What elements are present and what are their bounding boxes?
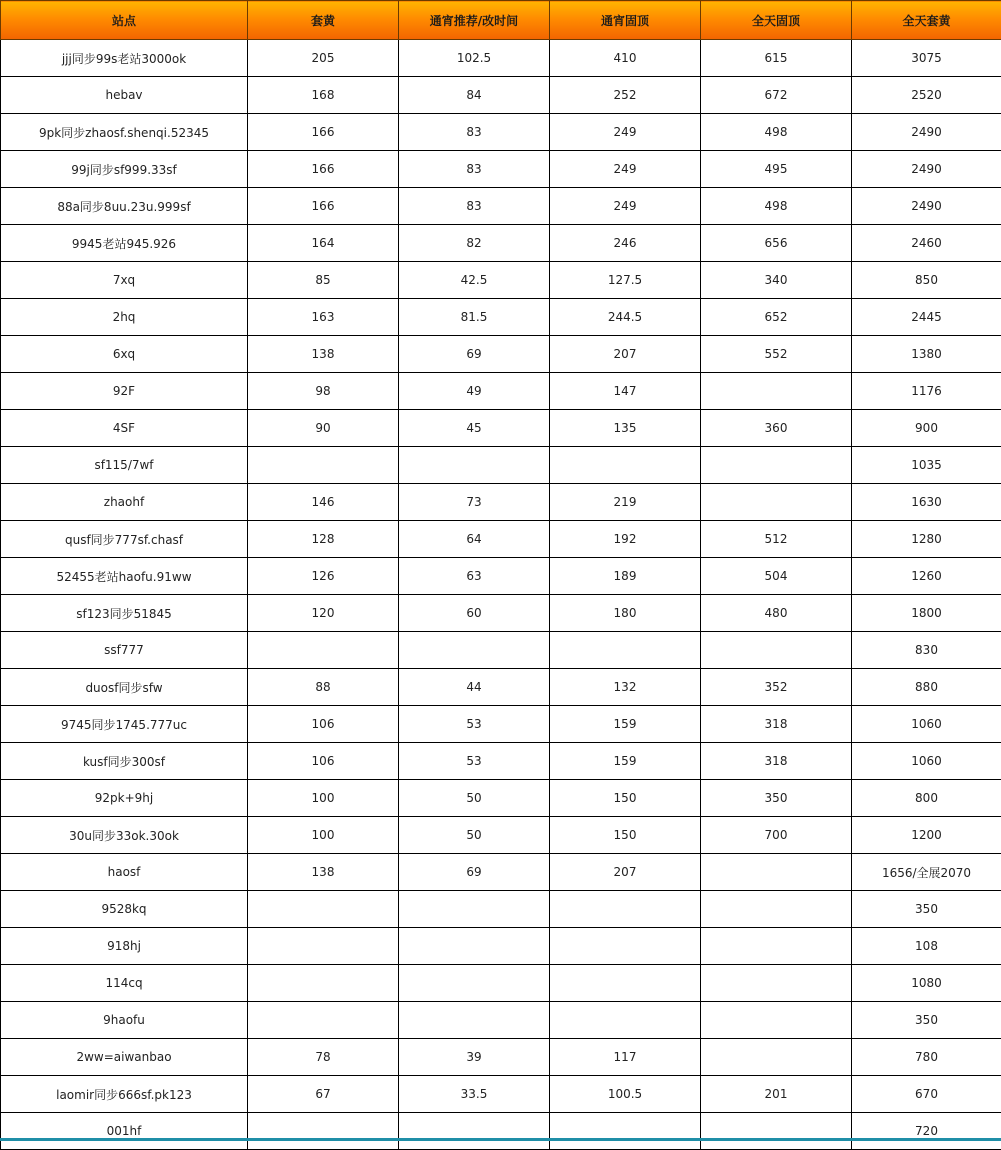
- cell-fullday-pin: [701, 632, 852, 669]
- cell-overnight-recommend: [399, 928, 550, 965]
- cell-fullday-pin: [701, 484, 852, 521]
- cell-overnight-pin: [550, 891, 701, 928]
- cell-set-yellow: 166: [248, 114, 399, 151]
- cell-overnight-recommend: 39: [399, 1039, 550, 1076]
- cell-overnight-pin: 132: [550, 669, 701, 706]
- cell-set-yellow: [248, 928, 399, 965]
- cell-overnight-pin: 150: [550, 817, 701, 854]
- cell-set-yellow: 90: [248, 410, 399, 447]
- cell-overnight-pin: 207: [550, 854, 701, 891]
- cell-site: 7xq: [1, 262, 248, 299]
- cell-site: ssf777: [1, 632, 248, 669]
- cell-set-yellow: 88: [248, 669, 399, 706]
- cell-overnight-pin: 100.5: [550, 1076, 701, 1113]
- cell-site: 92F: [1, 373, 248, 410]
- cell-overnight-pin: 147: [550, 373, 701, 410]
- cell-fullday-pin: 350: [701, 780, 852, 817]
- cell-overnight-recommend: 69: [399, 854, 550, 891]
- cell-site: 30u同步33ok.30ok: [1, 817, 248, 854]
- table-row: [1, 965, 1001, 1002]
- table-row: [1, 1113, 1001, 1150]
- table-body: [1, 40, 1001, 1150]
- cell-fullday-pin: 201: [701, 1076, 852, 1113]
- cell-set-yellow: [248, 1002, 399, 1039]
- cell-set-yellow: [248, 632, 399, 669]
- cell-set-yellow: 67: [248, 1076, 399, 1113]
- cell-overnight-pin: 219: [550, 484, 701, 521]
- cell-fullday-set-yellow: 2520: [852, 77, 1001, 114]
- cell-fullday-set-yellow: 1656/全展2070: [852, 854, 1001, 891]
- cell-fullday-set-yellow: 1200: [852, 817, 1001, 854]
- cell-set-yellow: 205: [248, 40, 399, 77]
- cell-fullday-pin: 552: [701, 336, 852, 373]
- header-set-yellow: 套黄: [248, 1, 399, 40]
- cell-site: haosf: [1, 854, 248, 891]
- cell-fullday-set-yellow: 1060: [852, 743, 1001, 780]
- table-row: [1, 780, 1001, 817]
- cell-set-yellow: [248, 965, 399, 1002]
- cell-overnight-recommend: 50: [399, 817, 550, 854]
- cell-set-yellow: 164: [248, 225, 399, 262]
- cell-fullday-set-yellow: 1280: [852, 521, 1001, 558]
- cell-overnight-recommend: 50: [399, 780, 550, 817]
- cell-overnight-recommend: 82: [399, 225, 550, 262]
- cell-fullday-pin: 504: [701, 558, 852, 595]
- cell-fullday-pin: 352: [701, 669, 852, 706]
- cell-set-yellow: [248, 1113, 399, 1150]
- cell-site: 88a同步8uu.23u.999sf: [1, 188, 248, 225]
- cell-fullday-set-yellow: 1176: [852, 373, 1001, 410]
- cell-site: kusf同步300sf: [1, 743, 248, 780]
- cell-site: 9528kq: [1, 891, 248, 928]
- cell-site: qusf同步777sf.chasf: [1, 521, 248, 558]
- cell-site: 001hf: [1, 1113, 248, 1150]
- header-overnight-pin: 通宵固顶: [550, 1, 701, 40]
- cell-fullday-pin: 360: [701, 410, 852, 447]
- cell-overnight-pin: [550, 965, 701, 1002]
- cell-site: zhaohf: [1, 484, 248, 521]
- cell-fullday-set-yellow: 850: [852, 262, 1001, 299]
- cell-overnight-pin: 159: [550, 706, 701, 743]
- table-row: [1, 817, 1001, 854]
- cell-overnight-pin: [550, 632, 701, 669]
- cell-fullday-pin: 656: [701, 225, 852, 262]
- cell-overnight-pin: [550, 1113, 701, 1150]
- cell-overnight-pin: 150: [550, 780, 701, 817]
- cell-fullday-set-yellow: 1630: [852, 484, 1001, 521]
- cell-set-yellow: 166: [248, 188, 399, 225]
- cell-site: jjj同步99s老站3000ok: [1, 40, 248, 77]
- cell-site: 9pk同步zhaosf.shenqi.52345: [1, 114, 248, 151]
- cell-overnight-recommend: [399, 965, 550, 1002]
- cell-fullday-pin: 615: [701, 40, 852, 77]
- header-site: 站点: [1, 1, 248, 40]
- cell-fullday-set-yellow: 1260: [852, 558, 1001, 595]
- cell-fullday-set-yellow: 2490: [852, 188, 1001, 225]
- cell-site: 9745同步1745.777uc: [1, 706, 248, 743]
- cell-fullday-pin: [701, 928, 852, 965]
- table-row: [1, 484, 1001, 521]
- table-row: [1, 114, 1001, 151]
- cell-overnight-recommend: [399, 891, 550, 928]
- cell-set-yellow: 98: [248, 373, 399, 410]
- cell-fullday-pin: [701, 373, 852, 410]
- cell-set-yellow: 85: [248, 262, 399, 299]
- cell-fullday-set-yellow: 3075: [852, 40, 1001, 77]
- cell-overnight-pin: [550, 1002, 701, 1039]
- cell-set-yellow: 168: [248, 77, 399, 114]
- table-row: [1, 595, 1001, 632]
- table-row: [1, 447, 1001, 484]
- cell-fullday-pin: 318: [701, 743, 852, 780]
- cell-overnight-pin: [550, 928, 701, 965]
- cell-overnight-recommend: 33.5: [399, 1076, 550, 1113]
- cell-overnight-pin: 192: [550, 521, 701, 558]
- cell-site: sf123同步51845: [1, 595, 248, 632]
- cell-overnight-pin: 159: [550, 743, 701, 780]
- cell-fullday-pin: [701, 1113, 852, 1150]
- table-row: [1, 891, 1001, 928]
- cell-fullday-pin: 318: [701, 706, 852, 743]
- cell-overnight-recommend: 49: [399, 373, 550, 410]
- cell-fullday-set-yellow: 720: [852, 1113, 1001, 1150]
- cell-overnight-pin: 117: [550, 1039, 701, 1076]
- cell-overnight-recommend: 102.5: [399, 40, 550, 77]
- cell-fullday-set-yellow: 880: [852, 669, 1001, 706]
- cell-set-yellow: 166: [248, 151, 399, 188]
- cell-overnight-recommend: 63: [399, 558, 550, 595]
- cell-fullday-set-yellow: 830: [852, 632, 1001, 669]
- cell-set-yellow: 146: [248, 484, 399, 521]
- table-row: [1, 928, 1001, 965]
- cell-set-yellow: 120: [248, 595, 399, 632]
- cell-set-yellow: 78: [248, 1039, 399, 1076]
- cell-overnight-recommend: [399, 447, 550, 484]
- cell-set-yellow: 163: [248, 299, 399, 336]
- table-row: [1, 1039, 1001, 1076]
- cell-set-yellow: 106: [248, 706, 399, 743]
- cell-site: hebav: [1, 77, 248, 114]
- cell-fullday-pin: 340: [701, 262, 852, 299]
- cell-overnight-pin: 244.5: [550, 299, 701, 336]
- cell-fullday-set-yellow: 350: [852, 891, 1001, 928]
- cell-fullday-set-yellow: 1800: [852, 595, 1001, 632]
- cell-overnight-pin: 249: [550, 188, 701, 225]
- cell-overnight-recommend: 81.5: [399, 299, 550, 336]
- cell-overnight-pin: 135: [550, 410, 701, 447]
- table-row: [1, 299, 1001, 336]
- cell-fullday-set-yellow: 1035: [852, 447, 1001, 484]
- table-row: [1, 558, 1001, 595]
- cell-set-yellow: 138: [248, 336, 399, 373]
- cell-fullday-set-yellow: 670: [852, 1076, 1001, 1113]
- cell-set-yellow: 100: [248, 780, 399, 817]
- cell-fullday-set-yellow: 800: [852, 780, 1001, 817]
- cell-site: 6xq: [1, 336, 248, 373]
- cell-fullday-pin: [701, 891, 852, 928]
- cell-overnight-recommend: 64: [399, 521, 550, 558]
- cell-site: 92pk+9hj: [1, 780, 248, 817]
- cell-set-yellow: 106: [248, 743, 399, 780]
- cell-overnight-recommend: 45: [399, 410, 550, 447]
- table-row: [1, 1076, 1001, 1113]
- cell-overnight-recommend: [399, 1002, 550, 1039]
- header-fullday-set-yellow: 全天套黄: [852, 1, 1001, 40]
- cell-overnight-recommend: 60: [399, 595, 550, 632]
- table-row: [1, 188, 1001, 225]
- cell-overnight-pin: 249: [550, 151, 701, 188]
- table-row: [1, 410, 1001, 447]
- table-row: [1, 40, 1001, 77]
- cell-overnight-pin: 249: [550, 114, 701, 151]
- cell-fullday-set-yellow: 780: [852, 1039, 1001, 1076]
- cell-site: 9945老站945.926: [1, 225, 248, 262]
- cell-overnight-pin: 246: [550, 225, 701, 262]
- cell-overnight-recommend: 83: [399, 114, 550, 151]
- cell-fullday-set-yellow: 350: [852, 1002, 1001, 1039]
- cell-set-yellow: 138: [248, 854, 399, 891]
- cell-fullday-set-yellow: 108: [852, 928, 1001, 965]
- table-row: [1, 743, 1001, 780]
- cell-fullday-pin: 652: [701, 299, 852, 336]
- cell-overnight-pin: 127.5: [550, 262, 701, 299]
- table-header: [1, 1, 1001, 40]
- cell-overnight-pin: 410: [550, 40, 701, 77]
- table-row: [1, 632, 1001, 669]
- cell-site: laomir同步666sf.pk123: [1, 1076, 248, 1113]
- cell-site: 2ww=aiwanbao: [1, 1039, 248, 1076]
- cell-overnight-recommend: 69: [399, 336, 550, 373]
- table-row: [1, 521, 1001, 558]
- header-overnight-recommend: 通宵推荐/改时间: [399, 1, 550, 40]
- cell-fullday-set-yellow: 2445: [852, 299, 1001, 336]
- cell-fullday-set-yellow: 2490: [852, 114, 1001, 151]
- cell-overnight-recommend: 83: [399, 151, 550, 188]
- cell-site: sf115/7wf: [1, 447, 248, 484]
- cell-fullday-pin: [701, 854, 852, 891]
- cell-overnight-recommend: 84: [399, 77, 550, 114]
- cell-fullday-pin: 480: [701, 595, 852, 632]
- cell-set-yellow: 128: [248, 521, 399, 558]
- cell-site: 918hj: [1, 928, 248, 965]
- cell-site: 2hq: [1, 299, 248, 336]
- table-row: [1, 854, 1001, 891]
- cell-overnight-recommend: 83: [399, 188, 550, 225]
- cell-site: 4SF: [1, 410, 248, 447]
- header-fullday-pin: 全天固顶: [701, 1, 852, 40]
- table-row: [1, 1002, 1001, 1039]
- table-row: [1, 336, 1001, 373]
- header-row: [1, 1, 1001, 40]
- cell-fullday-pin: [701, 447, 852, 484]
- table-row: [1, 262, 1001, 299]
- cell-overnight-pin: 180: [550, 595, 701, 632]
- cell-fullday-set-yellow: 2460: [852, 225, 1001, 262]
- cell-site: duosf同步sfw: [1, 669, 248, 706]
- cell-overnight-pin: 189: [550, 558, 701, 595]
- table-row: [1, 669, 1001, 706]
- table-row: [1, 225, 1001, 262]
- cell-site: 9haofu: [1, 1002, 248, 1039]
- cell-overnight-pin: [550, 447, 701, 484]
- cell-overnight-recommend: [399, 632, 550, 669]
- cell-fullday-pin: 495: [701, 151, 852, 188]
- table-row: [1, 151, 1001, 188]
- cell-set-yellow: 126: [248, 558, 399, 595]
- cell-set-yellow: [248, 447, 399, 484]
- cell-fullday-pin: 700: [701, 817, 852, 854]
- cell-site: 114cq: [1, 965, 248, 1002]
- cell-overnight-recommend: 42.5: [399, 262, 550, 299]
- cell-overnight-recommend: 73: [399, 484, 550, 521]
- cell-fullday-pin: 512: [701, 521, 852, 558]
- table-row: [1, 77, 1001, 114]
- table-row: [1, 373, 1001, 410]
- cell-site: 52455老站haofu.91ww: [1, 558, 248, 595]
- cell-overnight-recommend: 53: [399, 743, 550, 780]
- cell-fullday-pin: 498: [701, 188, 852, 225]
- cell-fullday-pin: 498: [701, 114, 852, 151]
- cell-set-yellow: [248, 891, 399, 928]
- table-row: [1, 706, 1001, 743]
- cell-overnight-recommend: 53: [399, 706, 550, 743]
- cell-overnight-recommend: [399, 1113, 550, 1150]
- cell-fullday-pin: 672: [701, 77, 852, 114]
- cell-fullday-set-yellow: 900: [852, 410, 1001, 447]
- cell-set-yellow: 100: [248, 817, 399, 854]
- cell-overnight-pin: 207: [550, 336, 701, 373]
- cell-fullday-set-yellow: 1080: [852, 965, 1001, 1002]
- cell-fullday-set-yellow: 1380: [852, 336, 1001, 373]
- cell-site: 99j同步sf999.33sf: [1, 151, 248, 188]
- cell-fullday-pin: [701, 965, 852, 1002]
- cell-overnight-pin: 252: [550, 77, 701, 114]
- cell-fullday-pin: [701, 1002, 852, 1039]
- cell-fullday-set-yellow: 1060: [852, 706, 1001, 743]
- cell-overnight-recommend: 44: [399, 669, 550, 706]
- cell-fullday-pin: [701, 1039, 852, 1076]
- cell-fullday-set-yellow: 2490: [852, 151, 1001, 188]
